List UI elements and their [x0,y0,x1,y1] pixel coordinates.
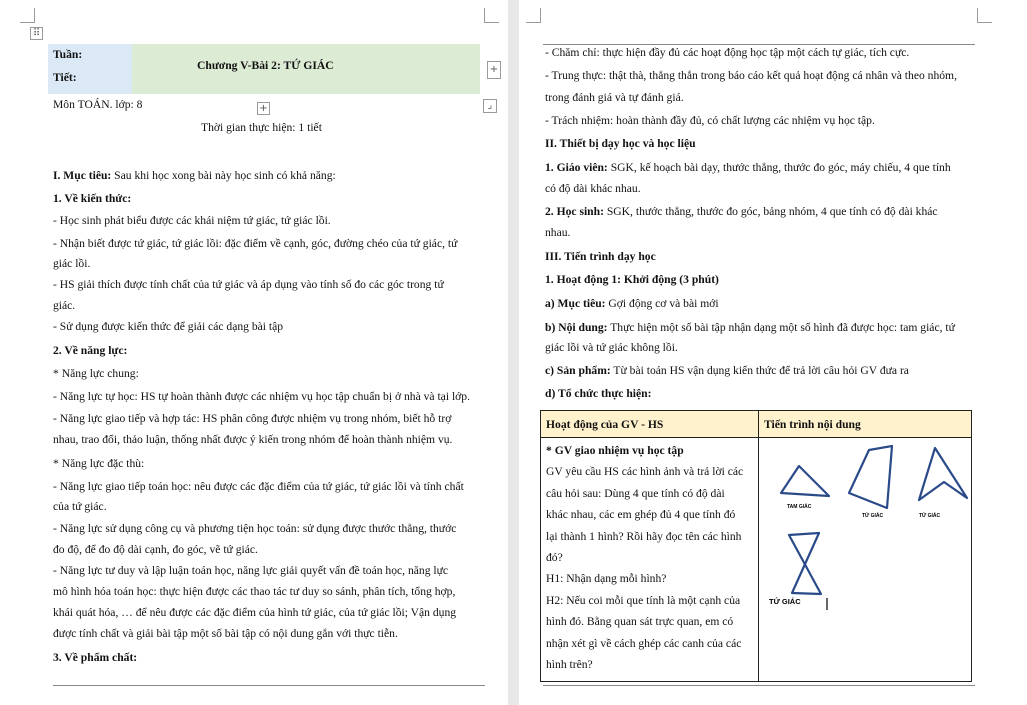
ability-line: nhau, trao đổi, thảo luận, thống nhất được ý kiến trong nhóm để hoàn thành nhiệm vụ. [53,433,453,446]
ability-line: * Năng lực chung: [53,367,139,380]
ability-line: mô hình hóa toán học: thực hiện được các thao tác tư duy so sánh, phân tích, tổng hợp, [53,585,456,598]
content-text-cont: giác lồi và tứ giác không lồi. [545,341,678,354]
teacher-label: 1. Giáo viên: [545,161,608,174]
teacher-text-cont: có độ dài khác nhau. [545,182,641,195]
ability-line: * Năng lực đặc thù: [53,457,145,470]
table-move-handle-icon[interactable]: ⠿ [30,27,43,40]
goal-label: a) Mục tiêu: [545,297,606,310]
shapes-figure [759,438,971,683]
content-label: b) Nội dung: [545,321,608,334]
student-label: 2. Học sinh: [545,205,604,218]
document-page-right [519,0,1027,705]
page-bottom-rule [53,685,485,686]
ability-line: đo độ, để đo độ dài cạnh, đo góc, vẽ tứ giác. [53,543,258,556]
convex-quadrilateral-shape [849,446,892,508]
objectives-intro: Sau khi học xong bài này học sinh có khả năng: [111,169,336,182]
student-line [545,204,938,219]
knowledge-item: - HS giải thích được tính chất của tứ giác và áp dụng vào tính số đo các góc trong tứ [53,278,444,291]
task-line: GV yêu cầu HS các hình ảnh và trả lời các [546,465,744,479]
quality-line: trong đánh giá và tự đánh giá. [545,91,684,104]
subject-line: Môn TOÁN. lớp: 8 [53,98,143,111]
task-line: H2: Nếu coi mỗi que tính là một cạnh của [546,593,741,607]
task-line: H1: Nhận dạng mỗi hình? [546,572,667,586]
content-text: Thực hiện một số bài tập nhận dạng một số hình đã được học: tam giác, tứ [607,321,955,334]
crop-mark-top-right [977,8,992,23]
triangle-shape [781,466,829,496]
tuan-label: Tuần: [53,48,83,61]
objectives-line [53,168,336,183]
process-heading: III. Tiến trình dạy học [545,250,656,263]
crop-mark-top-left [526,8,541,23]
crop-mark-top-left [20,8,35,23]
crossed-quadrilateral-shape [789,533,821,594]
goal-line [545,296,719,311]
quality-line: - Trung thực: thật thà, thẳng thắn trong báo cáo kết quả hoạt động cá nhân và theo nhóm, [545,69,957,82]
quality-heading: 3. Về phẩm chất: [53,651,138,664]
activity1-heading: 1. Hoạt động 1: Khởi động (3 phút) [545,273,719,286]
ability-line: - Năng lực tư duy và lập luận toán học, năng lực giải quyết vấn đề toán học, năng lực [53,564,449,577]
task-line: hình đó. Bằng quan sát trực quan, em có [546,615,734,629]
quality-line: - Trách nhiệm: hoàn thành đầy đủ, có chất lượng các nhiệm vụ học tập. [545,114,875,127]
activity-table [540,410,972,682]
organize-heading: d) Tổ chức thực hiện: [545,387,652,400]
content-line [545,320,955,335]
content-cell [759,438,972,682]
knowledge-item: giác. [53,299,76,312]
ability-line: - Năng lực giao tiếp toán học: nêu được các đặc điểm của tứ giác, tứ giác lồi và tính chất [53,480,464,493]
product-line [545,363,909,378]
add-column-icon[interactable]: + [487,61,501,79]
duration-line: Thời gian thực hiện: 1 tiết [201,121,322,134]
task-line: đó? [546,551,563,565]
knowledge-item: - Học sinh phát biểu được các khái niệm tứ giác, tứ giác lồi. [53,214,331,227]
product-label: c) Sản phẩm: [545,364,611,377]
table-resize-handle-icon[interactable]: ⌟ [483,99,497,113]
student-text: SGK, thước thẳng, thước đo góc, bảng nhóm, 4 que tính có độ dài khác [603,205,938,218]
activity-cell [541,438,759,682]
page-bottom-rule [543,685,975,686]
knowledge-heading: 1. Về kiến thức: [53,192,132,205]
equipment-heading: II. Thiết bị dạy học và học liệu [545,137,696,150]
task-line: khác nhau, các em ghép đủ 4 que tính đó [546,508,736,522]
objectives-heading: I. Mục tiêu: [53,169,112,182]
concave-quadrilateral-shape [919,448,967,500]
ability-line: - Năng lực tự học: HS tự hoàn thành được các nhiệm vụ học tập chuẩn bị ở nhà và tại lớp. [53,390,470,403]
knowledge-item: - Nhận biết được tứ giác, tứ giác lồi: đặc điểm về cạnh, góc, đường chéo của tứ giác, tứ [53,237,458,250]
tiet-label: Tiết: [53,71,77,84]
task-line: lại thành 1 hình? Rồi hãy đọc tên các hình [546,529,742,543]
ability-line: - Năng lực giao tiếp và hợp tác: HS phân công được nhiệm vụ trong nhóm, biết hỗ trợ [53,412,452,425]
task-line: câu hỏi sau: Dùng 4 que tính có độ dài [546,486,725,500]
add-row-icon[interactable]: + [257,102,270,115]
teacher-text: SGK, kế hoạch bài dạy, thước thẳng, thước đo góc, máy chiếu, 4 que tính [607,161,951,174]
task-line: hình trên? [546,658,593,672]
shape-label: TỨ GIÁC [862,513,884,519]
task-heading: * GV giao nhiệm vụ học tập [546,444,684,457]
knowledge-item: giác lồi. [53,257,91,270]
task-line: nhận xét gì về cách ghép các canh của các [546,636,742,650]
shape-label: TỨ GIÁC [769,597,801,606]
col-header-content: Tiến trình nội dung [759,411,972,438]
student-text-cont: nhau. [545,226,571,239]
ability-line: của tứ giác. [53,500,107,513]
col-header-activity: Hoạt động của GV - HS [541,411,759,438]
crop-mark-top-right [484,8,499,23]
product-text: Từ bài toán HS vận dụng kiến thức để trả lời câu hỏi GV đưa ra [610,364,909,377]
ability-line: khái quát hóa, … để nêu được các đặc điểm của hình tứ giác, của tứ giác lồi; Vận dụng [53,606,457,619]
knowledge-item: - Sử dụng được kiến thức để giải các dạng bài tập [53,320,284,333]
teacher-line [545,160,951,175]
ability-line: được tính chất và giải bài tập một số bài tập có nội dung gắn với thực tiễn. [53,627,398,640]
shape-label: TỨ GIÁC [919,513,941,519]
shape-label: TAM GIÁC [787,504,812,510]
ability-line: - Năng lực sử dụng công cụ và phương tiện học toán: sử dụng được thước thẳng, thước [53,522,457,535]
ability-heading: 2. Về năng lực: [53,344,128,357]
lesson-title: Chương V-Bài 2: TỨ GIÁC [197,59,334,72]
document-page-left [0,0,508,705]
quality-line: - Chăm chỉ: thực hiện đầy đủ các hoạt động học tập một cách tự giác, tích cực. [545,46,910,59]
goal-text: Gợi động cơ và bài mới [605,297,719,310]
